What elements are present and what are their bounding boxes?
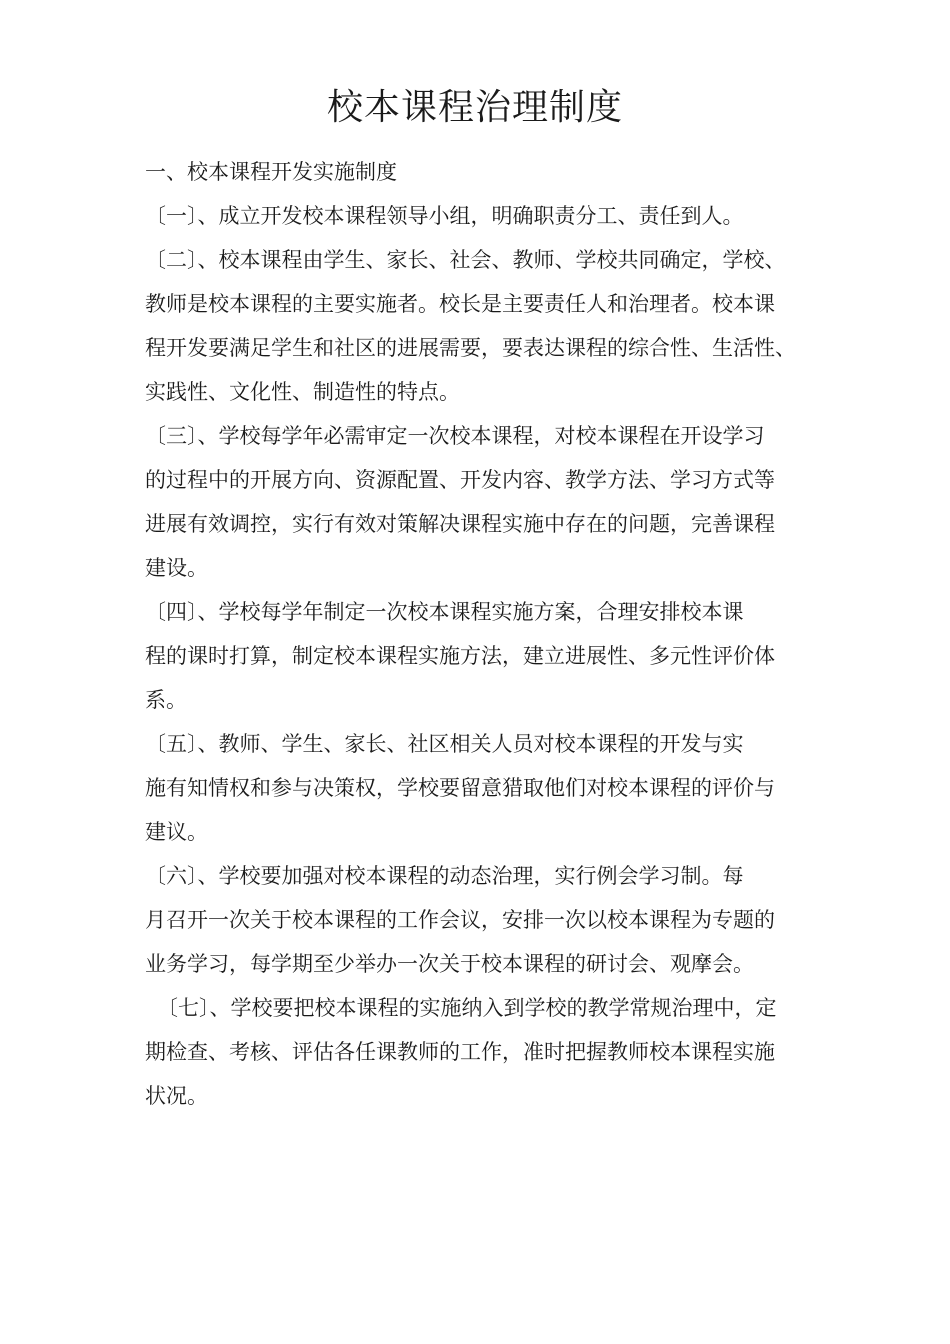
- section-heading: 一、校本课程开发实施制度: [145, 160, 397, 184]
- clause-2-line: 〔二〕、校本课程由学生、家长、社会、教师、学校共同确定，学校、: [145, 248, 786, 272]
- clause-6-line: 〔六〕、学校要加强对校本课程的动态治理，实行例会学习制。每: [145, 864, 744, 888]
- clause-1-line: 〔一〕、成立开发校本课程领导小组，明确职责分工、责任到人。: [145, 204, 744, 228]
- clause-7-line: 期检查、考核、评估各任课教师的工作，准时把握教师校本课程实施: [145, 1040, 775, 1064]
- clause-6-line: 业务学习，每学期至少举办一次关于校本课程的研讨会、观摩会。: [145, 952, 754, 976]
- clause-2-line: 程开发要满足学生和社区的进展需要，要表达课程的综合性、生活性、: [145, 336, 796, 360]
- clause-4-line: 系。: [145, 688, 187, 712]
- clause-3-line: 进展有效调控，实行有效对策解决课程实施中存在的问题，完善课程: [145, 512, 775, 536]
- clause-4-line: 程的课时打算，制定校本课程实施方法，建立进展性、多元性评价体: [145, 644, 775, 668]
- clause-3-line: 〔三〕、学校每学年必需审定一次校本课程，对校本课程在开设学习: [145, 424, 765, 448]
- clause-2-line: 实践性、文化性、制造性的特点。: [145, 380, 460, 404]
- clause-3-line: 建设。: [145, 556, 208, 580]
- clause-5-line: 〔五〕、教师、学生、家长、社区相关人员对校本课程的开发与实: [145, 732, 744, 756]
- clause-2-line: 教师是校本课程的主要实施者。校长是主要责任人和治理者。校本课: [145, 292, 775, 316]
- clause-5-line: 建议。: [145, 820, 208, 844]
- document-body: [145, 150, 825, 1118]
- clause-4-line: 〔四〕、学校每学年制定一次校本课程实施方案，合理安排校本课: [145, 600, 744, 624]
- clause-5-line: 施有知情权和参与决策权，学校要留意猎取他们对校本课程的评价与: [145, 776, 775, 800]
- clause-7-line: 〔七〕、学校要把校本课程的实施纳入到学校的教学常规治理中，定: [157, 996, 777, 1020]
- clause-6-line: 月召开一次关于校本课程的工作会议，安排一次以校本课程为专题的: [145, 908, 775, 932]
- clause-3-line: 的过程中的开展方向、资源配置、开发内容、教学方法、学习方式等: [145, 468, 775, 492]
- clause-7-line: 状况。: [145, 1084, 208, 1108]
- page-title: 校本课程治理制度: [326, 87, 623, 128]
